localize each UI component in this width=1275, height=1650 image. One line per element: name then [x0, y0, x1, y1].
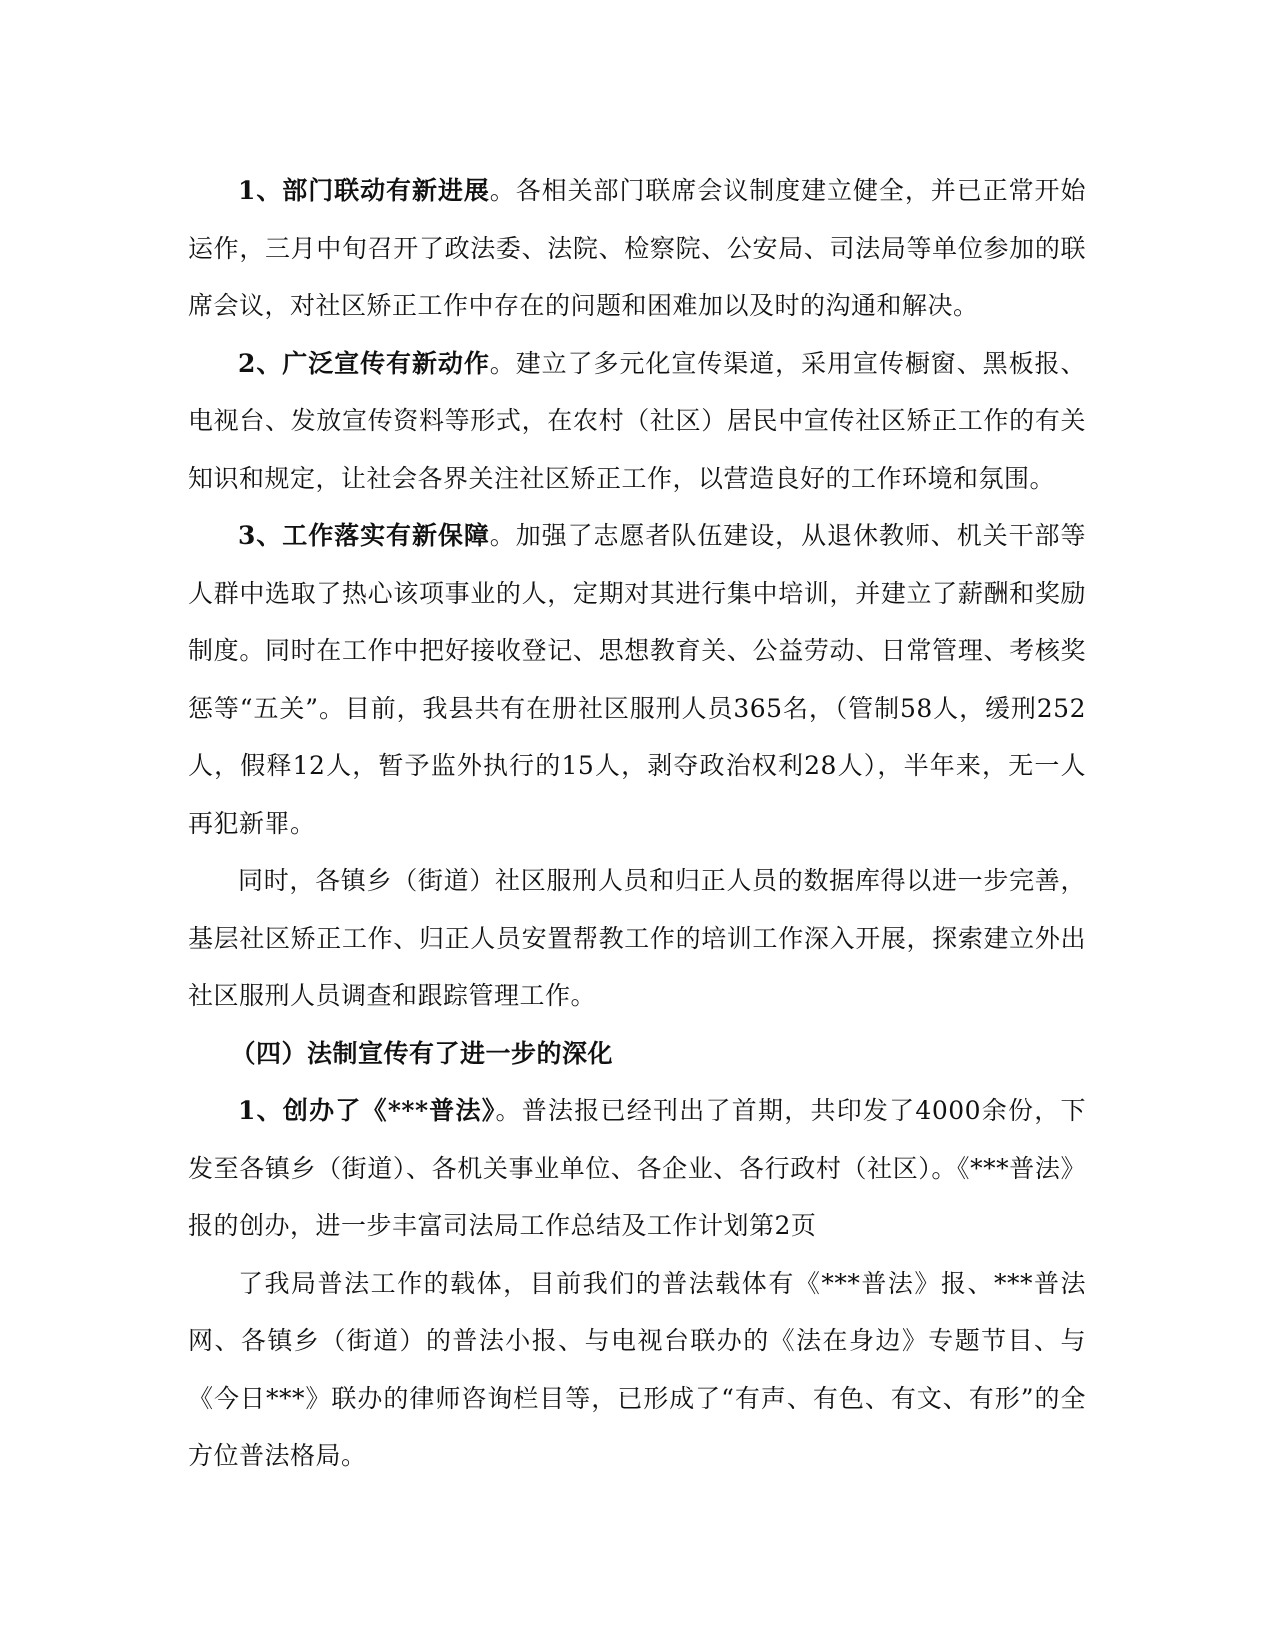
paragraph-2	[188, 335, 1086, 508]
paragraph-4	[188, 852, 1086, 1025]
paragraph-3-body: 。加强了志愿者队伍建设，从退休教师、机关干部等人群中选取了热心该项事业的人，定期对其进行集中培训，并建立了薪酬和奖励制度。同时在工作中把好接收登记、思想教育关、公益劳动、日常管理、考核奖惩等“五关”。目前，我县共有在册社区服刑人员365名，（管制58人，缓刑252人，假释12人，暂予监外执行的15人，剥夺政治权利28人），半年来，无一人再犯新罪。	[188, 521, 1086, 838]
paragraph-1-body: 。各相关部门联席会议制度建立健全，并已正常开始运作，三月中旬召开了政法委、法院、检察院、公安局、司法局等单位参加的联席会议，对社区矫正工作中存在的问题和困难加以及时的沟通和解决。	[188, 176, 1086, 320]
section-heading: （四）法制宣传有了进一步的深化	[230, 1038, 614, 1068]
paragraph-6	[188, 1255, 1086, 1485]
paragraph-3	[188, 507, 1086, 852]
paragraph-5-lead: 1、创办了《***普法》	[238, 1096, 496, 1125]
paragraph-2-lead: 2、广泛宣传有新动作	[238, 348, 490, 378]
paragraph-5	[188, 1082, 1086, 1255]
paragraph-2-body: 。建立了多元化宣传渠道，采用宣传橱窗、黑板报、电视台、发放宣传资料等形式，在农村（社区）居民中宣传社区矫正工作的有关知识和规定，让社会各界关注社区矫正工作，以营造良好的工作环境和氛围。	[188, 348, 1086, 493]
paragraph-6-body: 了我局普法工作的载体，目前我们的普法载体有《***普法》报、***普法网、各镇乡（街道）的普法小报、与电视台联办的《法在身边》专题节目、与《今日***》联办的律师咨询栏目等，已形成了“有声、有色、有文、有形”的全方位普法格局。	[188, 1268, 1086, 1470]
paragraph-5-body: 。普法报已经刊出了首期，共印发了4000余份，下发至各镇乡（街道）、各机关事业单位、各企业、各行政村（社区）。《***普法》报的创办，进一步丰富司法局工作总结及工作计划第2页	[188, 1096, 1087, 1240]
paragraph-4-body: 同时，各镇乡（街道）社区服刑人员和归正人员的数据库得以进一步完善，基层社区矫正工作、归正人员安置帮教工作的培训工作深入开展，探索建立外出社区服刑人员调查和跟踪管理工作。	[188, 866, 1086, 1010]
paragraph-3-lead: 3、工作落实有新保障	[238, 521, 490, 550]
paragraph-1	[188, 162, 1086, 335]
document-page	[188, 162, 1086, 1485]
paragraph-1-lead: 1、部门联动有新进展	[238, 176, 490, 205]
